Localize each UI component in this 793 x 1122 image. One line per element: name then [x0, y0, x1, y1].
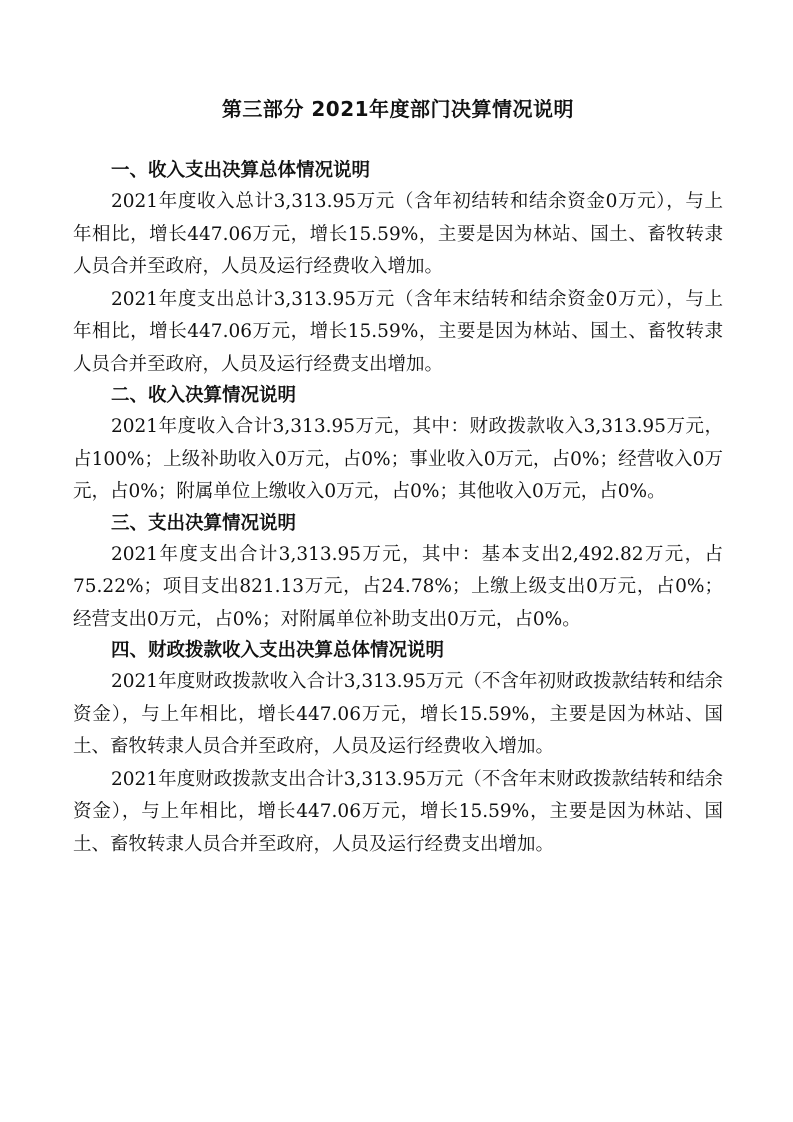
- document-page: [73, 92, 723, 861]
- paragraph-fiscal-expense: 2021年度财政拨款支出合计3,313.95万元（不含年末财政拨款结转和结余资金），与上年相比，增长447.06万元，增长15.59%，主要是因为林站、国土、畜牧转隶人员合并至政府，人员及运行经费支出增加。: [73, 768, 723, 855]
- paragraph-fiscal-income: 2021年度财政拨款收入合计3,313.95万元（不含年初财政拨款结转和结余资金），与上年相比，增长447.06万元，增长15.59%，主要是因为林站、国土、畜牧转隶人员合并至政府，人员及运行经费收入增加。: [73, 671, 723, 757]
- page-title: 第三部分 2021年度部门决算情况说明: [221, 97, 575, 121]
- section-overall: [73, 156, 723, 381]
- section-heading: 四、财政拨款收入支出决算总体情况说明: [111, 640, 445, 661]
- section-heading: 二、收入决算情况说明: [111, 385, 297, 406]
- paragraph-income-total: 2021年度收入总计3,313.95万元（含年初结转和结余资金0万元），与上年相比，增长447.06万元，增长15.59%，主要是因为林站、国土、畜牧转隶人员合并至政府，人员及运行经费收入增加。: [73, 191, 723, 277]
- section-income: [73, 381, 723, 509]
- paragraph-income-detail: 2021年度收入合计3,313.95万元，其中：财政拨款收入3,313.95万元，占100%；上级补助收入0万元，占0%；事业收入0万元，占0%；经营收入0万元，占0%；附属单位上缴收入0万元，占0%；其他收入0万元，占0%。: [73, 416, 723, 502]
- paragraph-expense-total: 2021年度支出总计3,313.95万元（含年末结转和结余资金0万元），与上年相比，增长447.06万元，增长15.59%，主要是因为林站、国土、畜牧转隶人员合并至政府，人员及运行经费支出增加。: [73, 288, 723, 375]
- section-heading: 一、收入支出决算总体情况说明: [111, 160, 371, 181]
- section-expense: [73, 509, 723, 637]
- section-heading: 三、支出决算情况说明: [111, 512, 297, 534]
- section-fiscal-allocation: [73, 636, 723, 861]
- paragraph-expense-detail: 2021年度支出合计3,313.95万元，其中：基本支出2,492.82万元，占75.22%；项目支出821.13万元，占24.78%；上缴上级支出0万元，占0%；经营支出0万元，占0%；对附属单位补助支出0万元，占0%。: [73, 543, 723, 630]
